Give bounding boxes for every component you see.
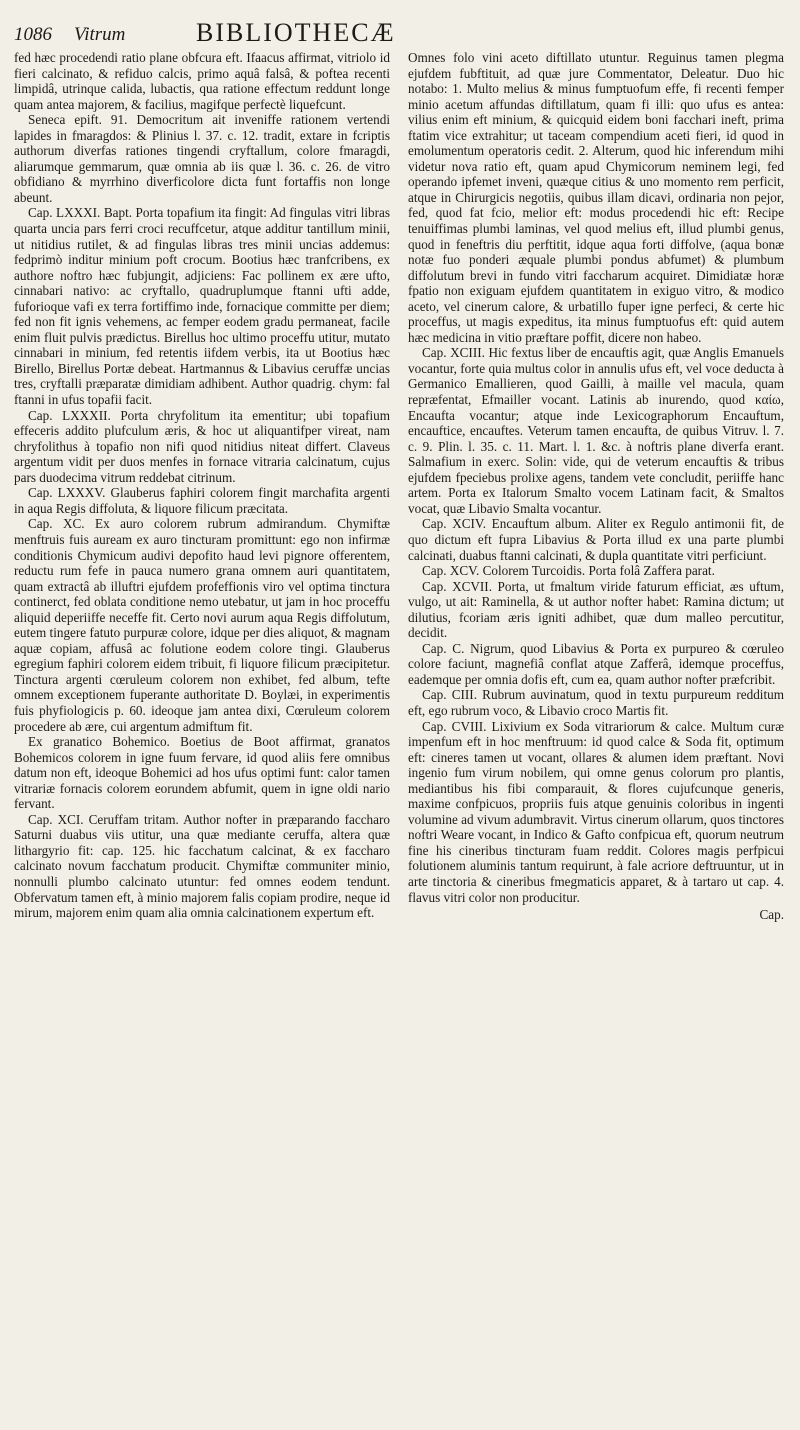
running-title: Vitrum xyxy=(74,24,126,45)
paragraph: Cap. XCI. Ceruffam tritam. Author nofter in præparando faccharo Saturni duabus viis utitur, una quæ mediante ceruffa, altera quæ lithargyrio fit: cap. 125. hic facchatum calcinat, & ex faccharo calcinato novum facchatum producit. Chymiftæ communiter minio, nonnulli plumbo calcinato utuntur: fed omnes eodem tendunt. Obfervatum tamen eft, à minio majorem falis copiam prodire, neque id mirum, majorem enim quam alia omnia calcinationem expertum eft. xyxy=(14,811,390,921)
paragraph: Cap. LXXXI. Bapt. Porta topafium ita fingit: Ad fingulas vitri libras quarta uncia pars ferri croci recuffcetur, atque additur tantillum minii, ut nitidius rutilet, & ad fingulas libras tres minii uncias addemus: fedprimò inditur minium poft crocum. Bootius hæc tranfcribens, ex authore noftro hæc fubjungit, adjiciens: Fac pollinem ex ære ufto, cinnabari nativo: ac cryftallo, quadruplumque ftanni ufti adde, fuforioque vafi ex terra fortiffimo inde, fornacique committe per diem; fed non fit ignis vehemens, ac femper eodem gradu permaneat, facile enim fluit pulvis prædictus. Birellus hoc ultimo proceffu utitur, mutato cinnabari in minium, fed retentis iifdem verbis, ita ut Bootius hæc Birello, Birellus Portæ debeat. Hartmannus & Libavius ceruffæ uncias tres, cryftalli præparatæ dimidiam adhibent. Author quadrig. chym: fal ftanni in ufus topafii facit. xyxy=(14,205,390,408)
paragraph: Cap. CIII. Rubrum auvinatum, quod in textu purpureum redditum eft, ego rubrum voco, & Libavio croco Martis fit. xyxy=(408,687,784,718)
paragraph: Seneca epift. 91. Democritum ait inveniffe rationem vertendi lapides in fmaragdos: & Plinius l. 37. c. 12. tradit, extare in fcriptis authorum diverfas rationes tingendi cryftallum, colore fmaragdi, aliarumque gemmarum, quæ omnia ab iis quæ l. 36. c. 26. de vitro obfidiano & myrrhino diverficolore dicta funt fortaffis non longe abeunt. xyxy=(14,112,390,205)
catchword: Cap. xyxy=(759,907,784,923)
paragraph: Cap. LXXXII. Porta chryfolitum ita ementitur; ubi topafium effeceris addito plufculum æris, & hoc ut aliquantifper vireat, nam chryfolithus à topafio non nifi quod nitidius niteat differt. Claveus argentum vidit per duos menfes in fornace vitraria calcinatum, cujus pars duodecima vitrum reddebat citrinum. xyxy=(14,407,390,485)
paragraph: Cap. XC. Ex auro colorem rubrum admirandum. Chymiftæ menftruis fuis auream ex auro tincturam promittunt: ego non infirmæ conditionis Chymicum audivi depofito haud levi pignore offerentem, reductu rum fefe in pauca numero grana omnem auri quantitatem, quam extractâ ab illuftri ejufdem profeffionis viro vel optima tinctura continerct, fed oblata conditione nemo utebatur, ut jam in hoc proceffu aliquid deperiiffe neceffe fit. Certo novi aurum aqua Regis diffolutum, eutem tingere fatuto purpuræ colore, idque per dies aliquot, & magnam aquæ copiam, affusâ ac folutione eodem colore tingi. Glauberus egregium faphiri colorem eidem tribuit, fi liquore filicum præcipitetur. Tinctura argenti cœruleum colorem non exhibet, fed album, tefte omnem exceptionem fuperante authoritate D. Boylæi, in experimentis fuis phyfiologicis p. 60. ideoque jam antea dixi, Cœruleum colorem procedere ab ære, cui argentum admiftum fit. xyxy=(14,516,390,734)
paragraph: Omnes folo vini aceto diftillato utuntur. Reguinus tamen plegma ejufdem fubftituit, ad quæ jure Commentator, Deleatur. Duo hic notabo: 1. Multo melius & minus fumptuofum effe, fi recenti femper minio acetum affundas diftillatum, quam fi illi: quo ufus es antea: vilius enim eft minium, & quicquid eidem boni facchari ineft, prima ftatim vice extrahitur; ut taceam compendium aceti fieri, id quod in emolumentum operatoris cedit. 2. Alterum, quod hic inferendum mihi videtur nova ratio eft, quam apud Chymicorum neminem legi, fed operando ipfemet inveni, quæque citius & uno momento rem perficit, atque in Chirurgicis negotiis, quibus illam dicavi, ordinaria non pejor, fed, quod fat fcio, melior eft: modus procedendi hic eft: Recipe tenuiffimas plumbi laminas, vel quod melius eft, illud plumbi genus, quod in feneftris diu perftitit, idque aqua forti diffolve, (aqua bonæ notæ fuo ponderi æquale plumbi pondus abfumet) & plumbum diffolutum brevi in fundo vitri faccharum acquiret. Dimidiatæ horæ fpatio non exiguam ejufdem quantitatem in exiguo vitro, & modico aceto, vel cinerum calore, & urbatillo fuper igne perfeci, & certe hic proceffus, ut magis expeditus, ita minus fumptuofus eft: quid autem hæc medicina in vitio præftare poffit, dicere non habeo. xyxy=(408,50,784,345)
paragraph: Cap. CVIII. Lixivium ex Soda vitrariorum & calce. Multum curæ impenfum eft in hoc menftruum: id quod calce & Soda fit, optimum eft: cineres tamen ut vocant, ollares & alumen idem præftant. Novi ingenio fum virum nobilem, qui omne genus colorum pro plantis, mediantibus his fibi comparauit, & flores cujufcunque generis, maxime confpicuos, propriis fuis atque genuinis coloribus in ingenti volumine ad vivum adumbravit. Virtus cinerum ollarum, quos tinctores noftri Weare vocant, in Indico & Gafto confpicua eft, quorum neutrum fine his cineribus tincturam fuam reddit. Colores magis perfpicui folutionem aluminis tantum requirunt, à fale acriore deftruuntur, ut in arte tinctoria & cineribus fmegmaticis apparet, & à tartaro ut cap. 4. flavus vitri color non producitur. xyxy=(408,718,784,905)
page-number: 1086 xyxy=(14,24,52,45)
paragraph: Cap. XCVII. Porta, ut fmaltum viride faturum efficiat, æs uftum, vulgo, ut ait: Raminella, & ut author nofter habet: Ramina dictum; ut dilutius, fcoriam æris igniti adhibet, quæ dum malleo percutitur, decidit. xyxy=(408,578,784,641)
paragraph: Cap. LXXXV. Glauberus faphiri colorem fingit marchafita argenti in aqua Regis diffoluta, & liquore filicum præcitata. xyxy=(14,485,390,516)
paragraph: fed hæc procedendi ratio plane obfcura eft. Ifaacus affirmat, vitriolo id fieri calcinato, & refiduo calcis, primo aquâ falsâ, & poftea recenti limpidâ, utrinque calida, lubactis, qua ratione effectum reddunt longe quam antea majorem, & facilius, magifque perfectè liquefcunt. xyxy=(14,50,390,112)
paragraph: Ex granatico Bohemico. Boetius de Boot affirmat, granatos Bohemicos colorem in igne fuum fervare, id quod aliis fere omnibus datum non eft, ideoque Bohemici ad hos ufus optimi funt: calor tamen vitrariæ fornacis colorem eorundem abfumit, quem in igne oldi nario fervant. xyxy=(14,734,390,812)
left-column xyxy=(14,50,390,921)
running-banner: BIBLIOTHECÆ xyxy=(196,18,396,47)
right-column xyxy=(408,50,784,923)
paragraph: Cap. XCIV. Encauftum album. Aliter ex Regulo antimonii fit, de quo dictum eft fupra Libavius & Porta illud ex una parte plumbi calcinati, duabus ftanni calcinati, & dupla quantitate vitri perficiunt. xyxy=(408,516,784,563)
page-header xyxy=(14,14,786,52)
paragraph: Cap. XCIII. Hic fextus liber de encauftis agit, quæ Anglis Emanuels vocantur, forte quia multus color in annulis ufus eft, vel voce deducta à Germanico Emallieren, quod Gailli, à maille vel macula, quam repræfentat, Efmailler vocant. Latinis ab inurendo, quod καίω, Encaufta vocantur; atque inde Lexicographorum Encauftum, encauftice, encauftes. Veterum tamen encaufta, de quibus Vitruv. l. 7. c. 9. Plin. l. 35. c. 11. Mart. l. 1. &c. à noftris plane diverfa erant. Salmafium in exerc. Solin: vide, qui de veterum encauftis & tribus ejufdem fpeciebus prolixe agens, tandem vete concludit, periiffe hanc artem. Porta ex Italorum Smalto vocem Latinam facit, & Smaltos vocat, quæ Libavio Smalta vocantur. xyxy=(408,345,784,516)
paragraph: Cap. C. Nigrum, quod Libavius & Porta ex purpureo & cœruleo colore faciunt, magnefiâ conflat atque Zafferâ, idemque proceffus, eademque per omnia dofis eft, cum ea, quam author nofter præfcribit. xyxy=(408,640,784,687)
paragraph: Cap. XCV. Colorem Turcoidis. Porta folâ Zaffera parat. xyxy=(422,563,715,579)
